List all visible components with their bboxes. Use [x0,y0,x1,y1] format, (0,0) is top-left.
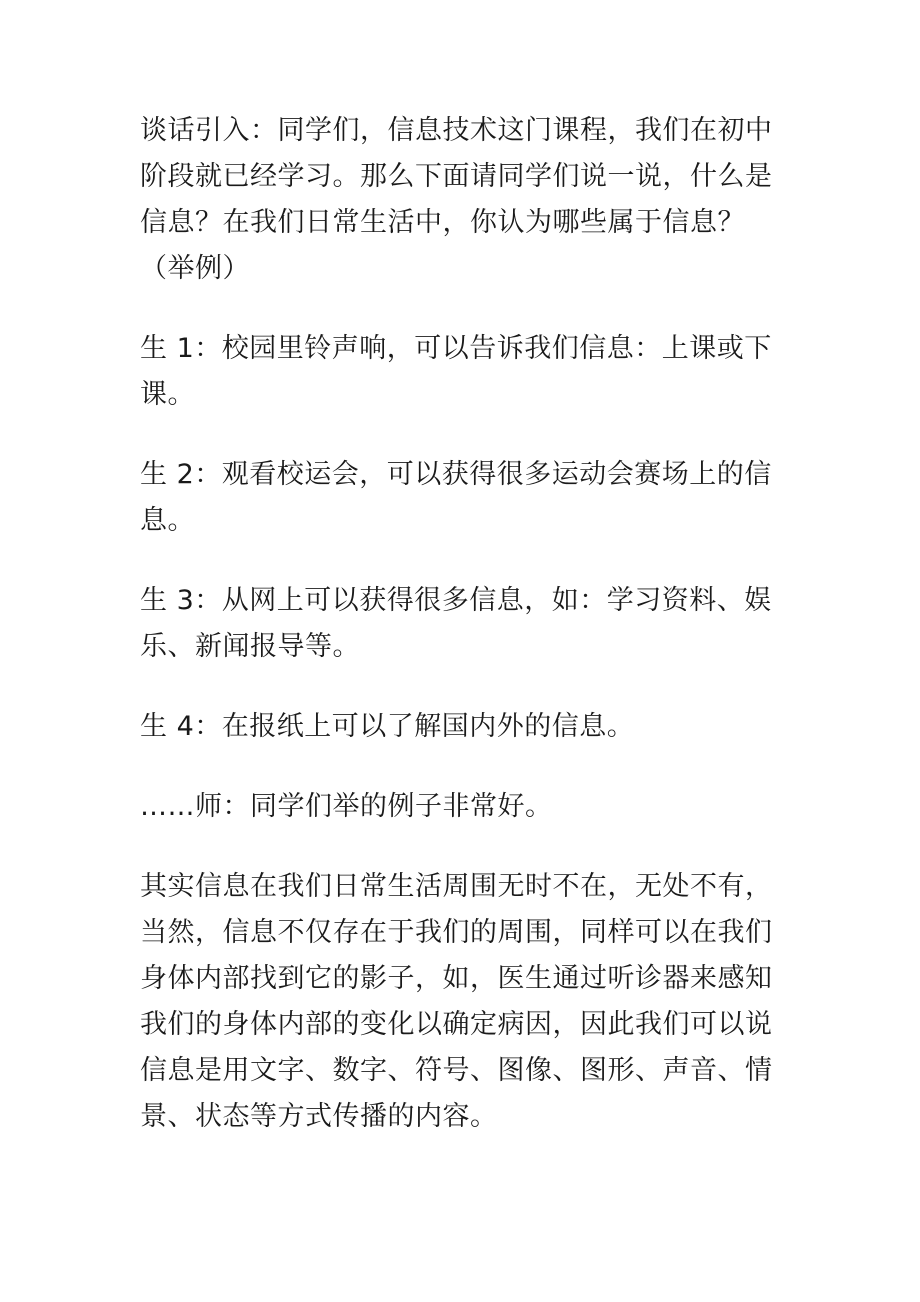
paragraph-teacher: ……师：同学们举的例子非常好。 [140,791,553,822]
paragraph-student-3: 生 3：从网上可以获得很多信息，如：学习资料、娱乐、新闻报导等。 [140,585,772,662]
paragraph-student-1: 生 1：校园里铃声响，可以告诉我们信息：上课或下课。 [140,333,772,410]
paragraph-intro: 谈话引入：同学们，信息技术这门课程，我们在初中阶段就已经学习。那么下面请同学们说一说，什么是信息？在我们日常生活中，你认为哪些属于信息？（举例） [140,115,773,284]
paragraph-conclusion: 其实信息在我们日常生活周围无时不在，无处不有，当然，信息不仅存在于我们的周围，同样可以在我们身体内部找到它的影子，如，医生通过听诊器来感知我们的身体内部的变化以确定病因，因此我们可以说信息是用文字、数字、符号、图像、图形、声音、情景、状态等方式传播的内容。 [140,871,773,1132]
paragraph-student-4: 生 4：在报纸上可以了解国内外的信息。 [140,711,635,742]
document-body [140,108,785,1174]
paragraph-student-2: 生 2：观看校运会，可以获得很多运动会赛场上的信息。 [140,459,772,536]
